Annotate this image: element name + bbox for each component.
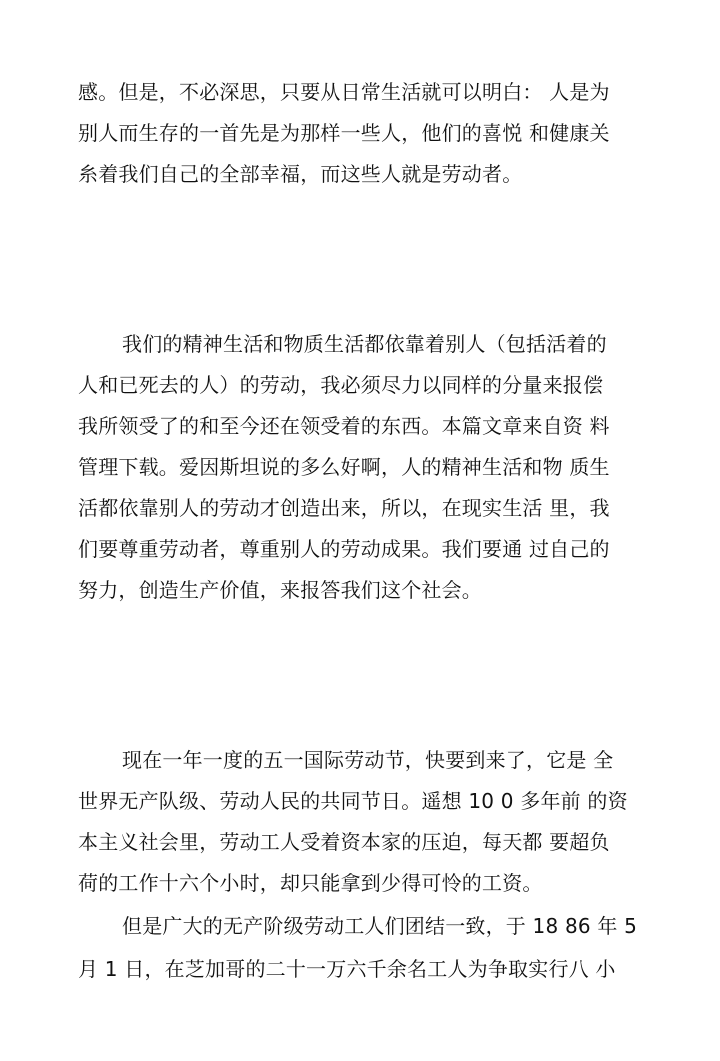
paragraph-1-line-1: 感。但是，不必深思，只要从日常生活就可以明白： 人是为 — [78, 80, 610, 104]
paragraph-2-line-4: 管理下载。爱因斯坦说的多么好啊，人的精神生活和物 质生 — [78, 455, 610, 479]
paragraph-2-line-7: 努力，创造生产价值，来报答我们这个社会。 — [78, 578, 482, 602]
paragraph-1-line-2: 别人而生存的一首先是为那样一些人，他们的喜悦 和健康关 — [78, 121, 610, 145]
paragraph-3-line-1: 现在一年一度的五一国际劳动节，快要到来了，它是 全 — [122, 748, 614, 772]
paragraph-3-line-4: 荷的工作十六个小时，却只能拿到少得可怜的工资。 — [78, 871, 543, 895]
paragraph-4-line-1: 但是广大的无产阶级劳动工人们团结一致，于 18 86 年 5 — [122, 914, 638, 938]
paragraph-2-line-2: 人和已死去的人）的劳动，我必须尽力以同样的分量来报偿 — [78, 373, 604, 397]
paragraph-3-line-2: 世界无产队级、劳动人民的共同节日。遥想 10 0 多年前 的资 — [78, 789, 628, 813]
paragraph-2-line-3: 我所领受了的和至今还在领受着的东西。本篇文章来自资 料 — [78, 414, 610, 438]
paragraph-2-line-1: 我们的精神生活和物质生活都依靠着别人（包括活着的 — [122, 332, 607, 356]
paragraph-3-line-3: 本主义社会里，劳动工人受着资本家的压迫，每天都 要超负 — [78, 830, 610, 854]
paragraph-2-line-5: 活都依靠别人的劳动才创造出来，所以，在现实生活 里，我 — [78, 496, 610, 520]
paragraph-4-line-2: 月 1 日，在芝加哥的二十一万六千余名工人为争取实行八 小 — [78, 957, 616, 981]
paragraph-1-line-3: 糸着我们自己的全部幸福，而这些人就是劳动者。 — [78, 162, 523, 186]
paragraph-2-line-6: 们要尊重劳动者，尊重别人的劳动成果。我们要通 过自己的 — [78, 537, 610, 561]
